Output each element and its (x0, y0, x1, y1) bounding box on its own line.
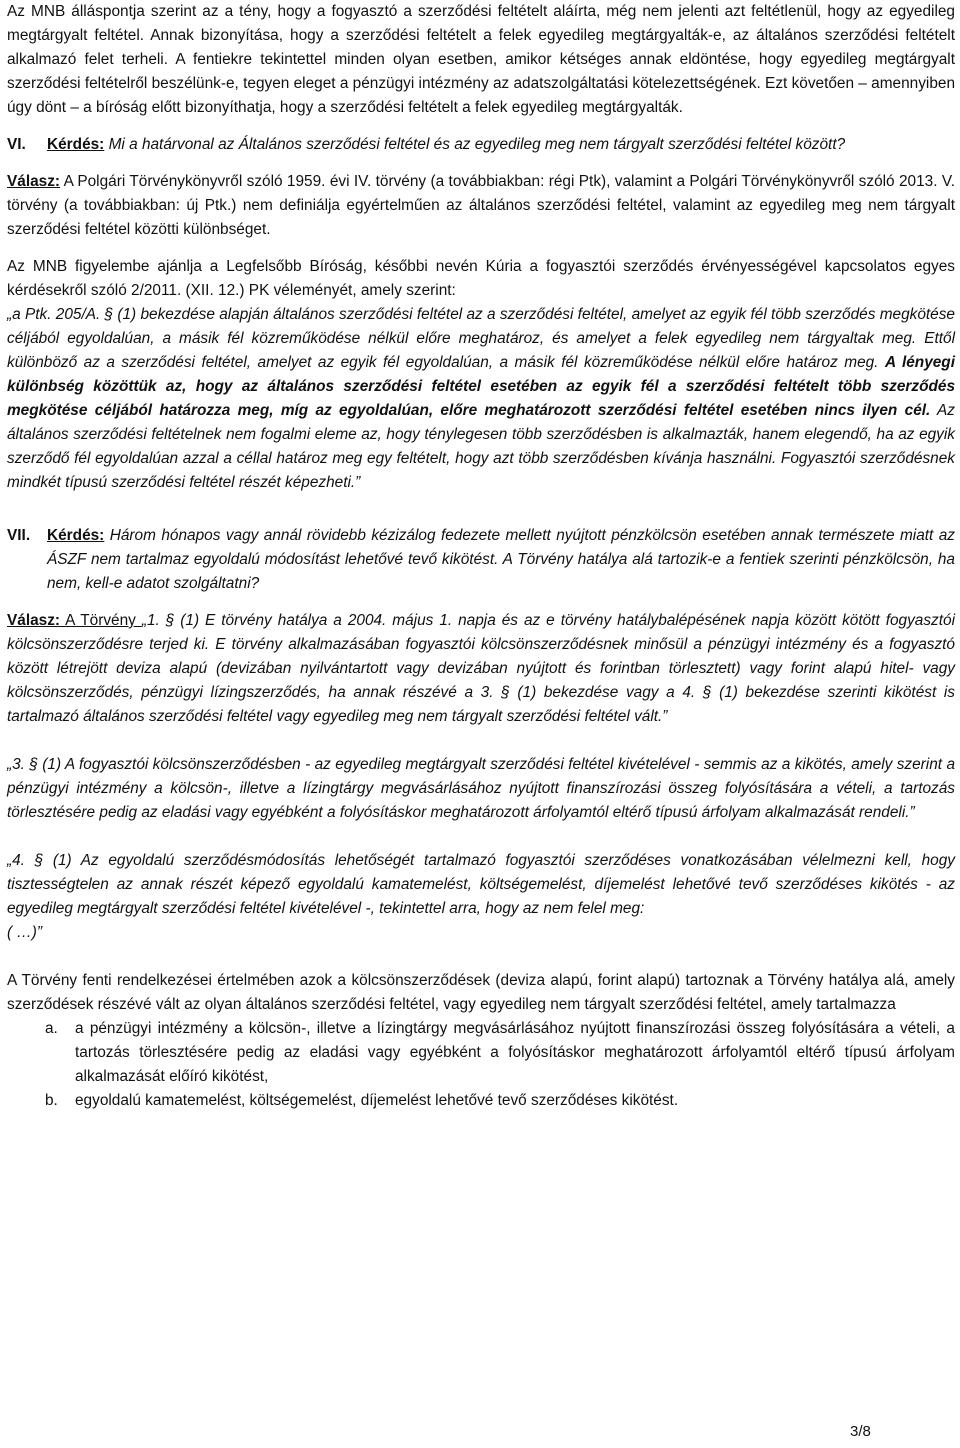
list-item: a. a pénzügyi intézmény a kölcsön-, illetve a lízingtárgy megvásárlásához nyújtott finanszírozási összeg folyósítására a vételi, a tartozás törlesztésére pedig az eladási vagy egyébként a folyósításkor meghatározott árfolyamtól eltérő típusú árfolyam alkalmazását előíró kikötést, (45, 1020, 955, 1085)
answer-6-paragraph-2: Az MNB figyelembe ajánlja a Legfelsőbb Bíróság, későbbi nevén Kúria a fogyasztói szerződés érvényességével kapcsolatos egyes kérdésekről szóló 2/2011. (XII. 12.) PK véleményét, amely szerint: (7, 258, 955, 299)
law-section-3: „3. § (1) A fogyasztói kölcsönszerződésben - az egyedileg megtárgyalt szerződési feltétel kivételével - semmis az a kikötés, amely szerint a pénzügyi intézmény a kölcsön-, illetve a lízingtárgy megvásárlásához nyújtott finanszírozási összeg folyósítására a vételi, a tartozás törlesztésére pedig az eladási vagy egyébként a folyósításkor meghatározott árfolyamtól eltérő típusú árfolyam alkalmazását rendeli.” (7, 756, 955, 821)
law-section-4: „4. § (1) Az egyoldalú szerződésmódosítás lehetőségét tartalmazó fogyasztói szerződéses vonatkozásában vélelmezni kell, hogy tisztességtelen az annak részét képező egyoldalú kamatemelést, költségemelést, díjemelést lehetővé tevő szerződéses kikötés - az egyedileg megtárgyalt szerződési feltétel kivételével -, tekintettel arra, hogy az nem felel meg: (7, 852, 955, 917)
document-page (7, 0, 955, 1448)
answer-label: Válasz: (7, 612, 61, 629)
answer-7-summary: A Törvény fenti rendelkezései értelmében azok a kölcsönszerződések (deviza alapú, forint alapú) tartoznak a Törvény hatálya alá, amely szerződések részévé vált az olyan általános szerződési feltétel, vagy egyedileg nem tárgyalt szerződési feltétel, amely tartalmazza (7, 972, 955, 1013)
question-number: VI. (7, 136, 26, 153)
answer-6-paragraph: Válasz: A Polgári Törvénykönyvről szóló 1959. évi IV. törvény (a továbbiakban: régi Ptk), valamint a Polgári Törvénykönyvről szóló 2013. V. törvény (a továbbiakban: új Ptk.) nem definiálja egyértelműen az általános szerződési feltétel, valamint az egyedileg meg nem tárgyalt szerződési feltétel közötti különbséget. (7, 173, 955, 238)
question-text: Három hónapos vagy annál rövidebb kézizálog fedezete mellett nyújtott pénzkölcsön esetében annak természete miatt az ÁSZF nem tartalmaz egyoldalú módosítást lehetővé tevő kikötést. A Törvény hatálya alá tartozik-e a fentiek szerinti pénzkölcsön, ha nem, kell-e adatot szolgáltatni? (47, 527, 955, 592)
list-item: b. egyoldalú kamatemelést, költségemelést, díjemelést lehetővé tevő szerződéses kikötést. (45, 1092, 679, 1109)
answer-label: Válasz: (7, 173, 61, 190)
question-label: Kérdés: (47, 527, 105, 544)
question-text: Mi a határvonal az Általános szerződési feltétel és az egyedileg meg nem tárgyalt szerződési feltétel között? (104, 136, 846, 153)
law-section-4-end: ( …)” (7, 924, 43, 941)
answer-6-quote: „a Ptk. 205/A. § (1) bekezdése alapján általános szerződési feltétel az a szerződési feltétel, amelyet az egyik fél több szerződés megkötése céljából egyoldalúan, a másik fél közreműködése nélkül előre meghatároz, és amelyet a felek egyedileg nem tárgyaltak meg. Ettől különböző az a szerződési feltétel, amelyet az egyik fél egyoldalúan, a másik fél közreműködése nélkül előre határoz meg. A lényegi különbség közöttük az, hogy az általános szerződési feltétel esetében az egyik fél a szerződési feltételt több szerződés megkötése céljából határozza meg, míg az egyoldalúan, előre meghatározott szerződési feltétel esetében nincs ilyen cél. Az általános szerződési feltételnek nem fogalmi eleme az, hogy ténylegesen több szerződésben is alkalmazták, hanem elegendő, ha az egyik szerződő fél egyoldalúan azzal a céllal határoz meg egy feltételt, hogy azt több szerződésben kívánja használni. Fogyasztói szerződésnek mindkét típusú szerződési feltétel részét képezheti.” (7, 306, 956, 491)
question-6 (7, 133, 955, 157)
intro-paragraph: Az MNB álláspontja szerint az a tény, hogy a fogyasztó a szerződési feltételt aláírta, még nem jelenti azt feltétlenül, hogy az egyedileg megtárgyalt feltétel. Annak bizonyítása, hogy a szerződési feltételt a felek egyedileg megtárgyalták-e, az általános szerződési feltételt alkalmazó felet terheli. A fentiekre tekintettel minden olyan esetben, amikor kétséges annak eldöntése, hogy egyedileg megtárgyalt szerződési feltételről beszélünk-e, tegyen eleget a pénzügyi intézmény az adatszolgáltatási kötelezettségének. Ezt követően – amennyiben úgy dönt – a bíróság előtt bizonyíthatja, hogy a szerződési feltételt a felek egyedileg megtárgyalták. (7, 3, 956, 116)
answer-7-paragraph: Válasz: A Törvény „1. § (1) E törvény hatálya a 2004. május 1. napja és az e törvény hatálybalépésének napja között kötött fogyasztói kölcsönszerződésre terjed ki. E törvény alkalmazásában fogyasztói kölcsönszerződésnek minősül a pénzügyi intézmény és a fogyasztó között létrejött deviza alapú (devizában nyilvántartott vagy devizában nyújtott és forintban törlesztett) vagy forint alapú hitel- vagy kölcsönszerződés, pénzügyi lízingszerződés, ha annak részévé a 3. § (1) bekezdése vagy a 4. § (1) bekezdése szerinti kikötést is tartalmazó általános szerződési feltétel vagy egyedileg meg nem tárgyalt szerződési feltétel vált.” (7, 612, 955, 725)
question-label: Kérdés: (47, 136, 105, 153)
question-number: VII. (7, 527, 31, 544)
page-number: 3/8 (850, 1423, 871, 1440)
question-7 (7, 524, 955, 596)
